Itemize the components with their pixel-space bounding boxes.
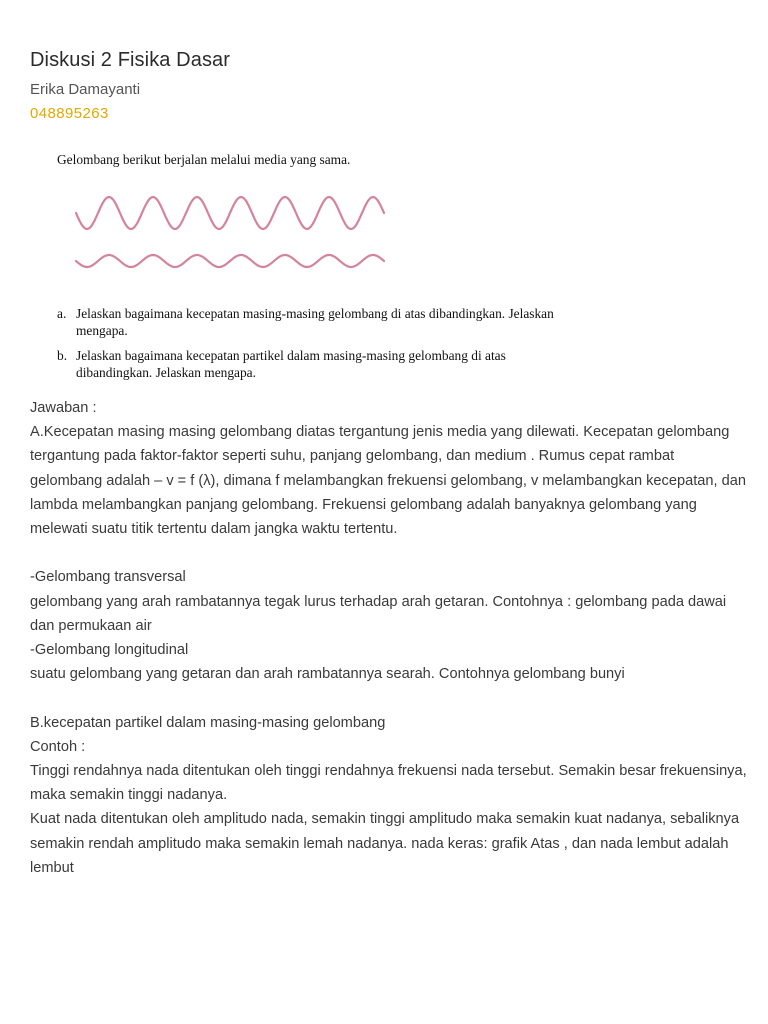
question-figure — [30, 148, 630, 388]
answer-part-a: A.Kecepatan masing masing gelombang diatas tergantung jenis media yang dilewati. Kecepatan gelombang tergantung pada faktor-faktor seperti suhu, panjang gelombang, dan medium . Rumus cepat rambat gelombang adalah – v = f (λ), dimana f melambangkan frekuensi gelombang, v melambangkan kecepatan, dan lambda melambangkan panjang gelombang. Frekuensi gelombang adalah banyaknya gelombang yang melewati suatu titik tertentu dalam jangka waktu tertentu. — [30, 424, 746, 538]
question-b-marker: b. — [57, 348, 68, 363]
question-a-text: Jelaskan bagaimana kecepatan masing-masing gelombang di atas dibandingkan. Jelaskan mengapa. — [76, 306, 554, 338]
example-label: Contoh : — [30, 738, 86, 755]
student-id: 048895263 — [30, 105, 109, 122]
question-b — [57, 347, 576, 381]
answer-section — [30, 396, 750, 880]
page-title: Diskusi 2 Fisika Dasar — [30, 49, 231, 71]
figure-intro: Gelombang berikut berjalan melalui media yang sama. — [57, 152, 351, 167]
spacer — [30, 541, 750, 565]
question-a — [57, 305, 576, 339]
transversal-text: gelombang yang arah rambatannya tegak lurus terhadap arah getaran. Contohnya : gelombang pada dawai dan permukaan air — [30, 593, 727, 634]
spacer — [30, 686, 750, 710]
transversal-title: -Gelombang transversal — [30, 569, 186, 586]
longitudinal-title: -Gelombang longitudinal — [30, 642, 189, 659]
answer-label: Jawaban : — [30, 400, 97, 416]
example-1: Tinggi rendahnya nada ditentukan oleh tinggi rendahnya frekuensi nada tersebut. Semakin besar frekuensinya, maka semakin tinggi nadanya. — [30, 763, 747, 804]
low-amplitude-wave — [76, 255, 384, 267]
question-a-marker: a. — [57, 306, 67, 321]
high-amplitude-wave — [76, 197, 384, 229]
part-b-title: B.kecepatan partikel dalam masing-masing gelombang — [30, 714, 386, 731]
longitudinal-text: suatu gelombang yang getaran dan arah rambatannya searah. Contohnya gelombang bunyi — [30, 666, 625, 683]
example-2: Kuat nada ditentukan oleh amplitudo nada, semakin tinggi amplitudo maka semakin kuat nadanya, sebaliknya semakin rendah amplitudo maka semakin lemah nadanya. nada keras: grafik Atas , dan nada lembut adalah lembut — [30, 811, 740, 876]
waves-illustration — [74, 193, 394, 273]
author-name: Erika Damayanti — [30, 81, 141, 98]
question-b-text: Jelaskan bagaimana kecepatan partikel dalam masing-masing gelombang di atas dibandingkan. Jelaskan mengapa. — [76, 348, 506, 380]
